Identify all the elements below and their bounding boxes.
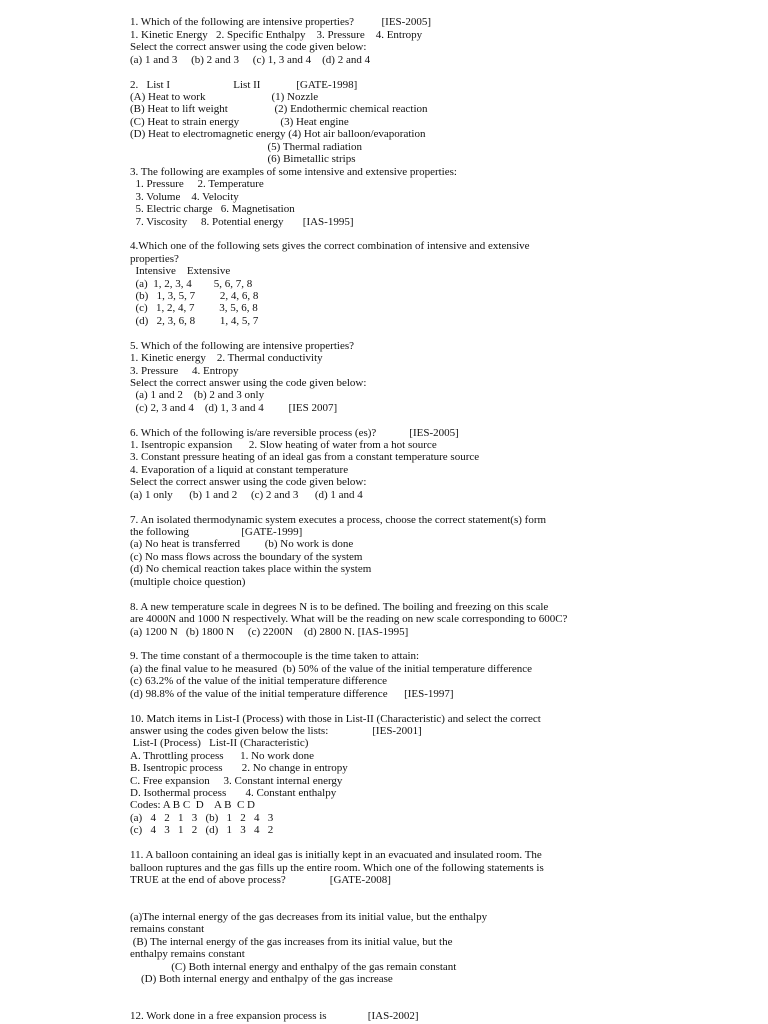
q7-line: (a) No heat is transferred (b) No work is done	[130, 538, 354, 550]
q10-line: C. Free expansion 3. Constant internal energy	[130, 775, 343, 787]
q11-option-line: (D) Both internal energy and enthalpy of the gas increase	[130, 973, 393, 985]
q11-line: TRUE at the end of above process? [GATE-2008]	[130, 874, 391, 886]
q1-line: 1. Which of the following are intensive properties? [IES-2005]	[130, 16, 431, 28]
q5-line: 5. Which of the following are intensive properties?	[130, 340, 355, 352]
q9-line: (a) the final value to he measured (b) 50% of the value of the initial temperature difference	[130, 663, 533, 675]
q2-line: (B) Heat to lift weight (2) Endothermic chemical reaction	[130, 103, 428, 115]
q6-line: 3. Constant pressure heating of an ideal gas from a constant temperature source	[130, 451, 480, 463]
q4-line: (c) 1, 2, 4, 7 3, 5, 6, 8	[130, 302, 258, 314]
q11-option-line: (a)The internal energy of the gas decreases from its initial value, but the enthalpy	[130, 911, 488, 923]
q11-option-line: enthalpy remains constant	[130, 948, 245, 960]
q7-line: the following [GATE-1999]	[130, 526, 303, 538]
q5-line: Select the correct answer using the code given below:	[130, 377, 367, 389]
q11-line: 11. A balloon containing an ideal gas is initially kept in an evacuated and insulated room. The	[130, 849, 542, 861]
q7-line: (d) No chemical reaction takes place within the system	[130, 563, 372, 575]
q12-line: 12. Work done in a free expansion process is [IAS-2002]	[130, 1010, 419, 1022]
q6-line: 1. Isentropic expansion 2. Slow heating of water from a hot source	[130, 439, 437, 451]
q11-line: balloon ruptures and the gas fills up the entire room. Which one of the following statements is	[130, 862, 544, 874]
q9-line: (c) 63.2% of the value of the initial temperature difference	[130, 675, 387, 687]
q9-line: 9. The time constant of a thermocouple is the time taken to attain:	[130, 650, 420, 662]
q9-line: (d) 98.8% of the value of the initial temperature difference [IES-1997]	[130, 688, 454, 700]
q6-line: (a) 1 only (b) 1 and 2 (c) 2 and 3 (d) 1 and 4	[130, 489, 363, 501]
q7-line: (multiple choice question)	[130, 576, 246, 588]
q5-line: (a) 1 and 2 (b) 2 and 3 only	[130, 389, 265, 401]
q3-line: 1. Pressure 2. Temperature	[130, 178, 264, 190]
q2-line: (6) Bimetallic strips	[130, 153, 356, 165]
q4-line: (a) 1, 2, 3, 4 5, 6, 7, 8	[130, 278, 253, 290]
q10-line: (c) 4 3 1 2 (d) 1 3 4 2	[130, 824, 274, 836]
q1-line: 1. Kinetic Energy 2. Specific Enthalpy 3. Pressure 4. Entropy	[130, 29, 423, 41]
q7-line: (c) No mass flows across the boundary of the system	[130, 551, 363, 563]
q5-line: 1. Kinetic energy 2. Thermal conductivity	[130, 352, 323, 364]
q10-line: 10. Match items in List-I (Process) with those in List-II (Characteristic) and select the correct	[130, 713, 541, 725]
q4-line: 4.Which one of the following sets gives the correct combination of intensive and extensive	[130, 240, 530, 252]
q10-line: (a) 4 2 1 3 (b) 1 2 4 3	[130, 812, 274, 824]
q6-line: 4. Evaporation of a liquid at constant temperature	[130, 464, 349, 476]
q10-line: List-I (Process) List-II (Characteristic)	[130, 737, 309, 749]
q8-line: are 4000N and 1000 N respectively. What will be the reading on new scale corresponding to 600C?	[130, 613, 568, 625]
q2-line: (C) Heat to strain energy (3) Heat engine	[130, 116, 349, 128]
q8-line: (a) 1200 N (b) 1800 N (c) 2200N (d) 2800 N. [IAS-1995]	[130, 626, 409, 638]
q3-line: 3. Volume 4. Velocity	[130, 191, 239, 203]
q10-line: A. Throttling process 1. No work done	[130, 750, 315, 762]
q1-line: (a) 1 and 3 (b) 2 and 3 (c) 1, 3 and 4 (d) 2 and 4	[130, 54, 371, 66]
q3-line: 5. Electric charge 6. Magnetisation	[130, 203, 295, 215]
q6-line: Select the correct answer using the code given below:	[130, 476, 367, 488]
q4-line: (b) 1, 3, 5, 7 2, 4, 6, 8	[130, 290, 259, 302]
q1-line: Select the correct answer using the code given below:	[130, 41, 367, 53]
q10-line: Codes: A B C D A B C D	[130, 799, 256, 811]
q4-line: (d) 2, 3, 6, 8 1, 4, 5, 7	[130, 315, 259, 327]
q5-line: (c) 2, 3 and 4 (d) 1, 3 and 4 [IES 2007]	[130, 402, 338, 414]
q11-option-line: remains constant	[130, 923, 205, 935]
q10-line: D. Isothermal process 4. Constant enthalpy	[130, 787, 337, 799]
q4-line: properties?	[130, 253, 179, 265]
q8-line: 8. A new temperature scale in degrees N is to be defined. The boiling and freezing on this scale	[130, 601, 549, 613]
q11-option-line: (C) Both internal energy and enthalpy of the gas remain constant	[130, 961, 457, 973]
q2-line: (D) Heat to electromagnetic energy (4) Hot air balloon/evaporation	[130, 128, 426, 140]
q2-line: (A) Heat to work (1) Nozzle	[130, 91, 319, 103]
q7-line: 7. An isolated thermodynamic system executes a process, choose the correct statement(s) form	[130, 514, 547, 526]
q4-line: Intensive Extensive	[130, 265, 231, 277]
q3-line: 7. Viscosity 8. Potential energy [IAS-1995]	[130, 216, 354, 228]
q10-line: answer using the codes given below the lists: [IES-2001]	[130, 725, 422, 737]
q3-line: 3. The following are examples of some intensive and extensive properties:	[130, 166, 457, 178]
q6-line: 6. Which of the following is/are reversible process (es)? [IES-2005]	[130, 427, 459, 439]
q10-line: B. Isentropic process 2. No change in entropy	[130, 762, 348, 774]
q11-option-line: (B) The internal energy of the gas increases from its initial value, but the	[130, 936, 453, 948]
q2-line: 2. List I List II [GATE-1998]	[130, 79, 358, 91]
q2-line: (5) Thermal radiation	[130, 141, 362, 153]
q5-line: 3. Pressure 4. Entropy	[130, 365, 239, 377]
